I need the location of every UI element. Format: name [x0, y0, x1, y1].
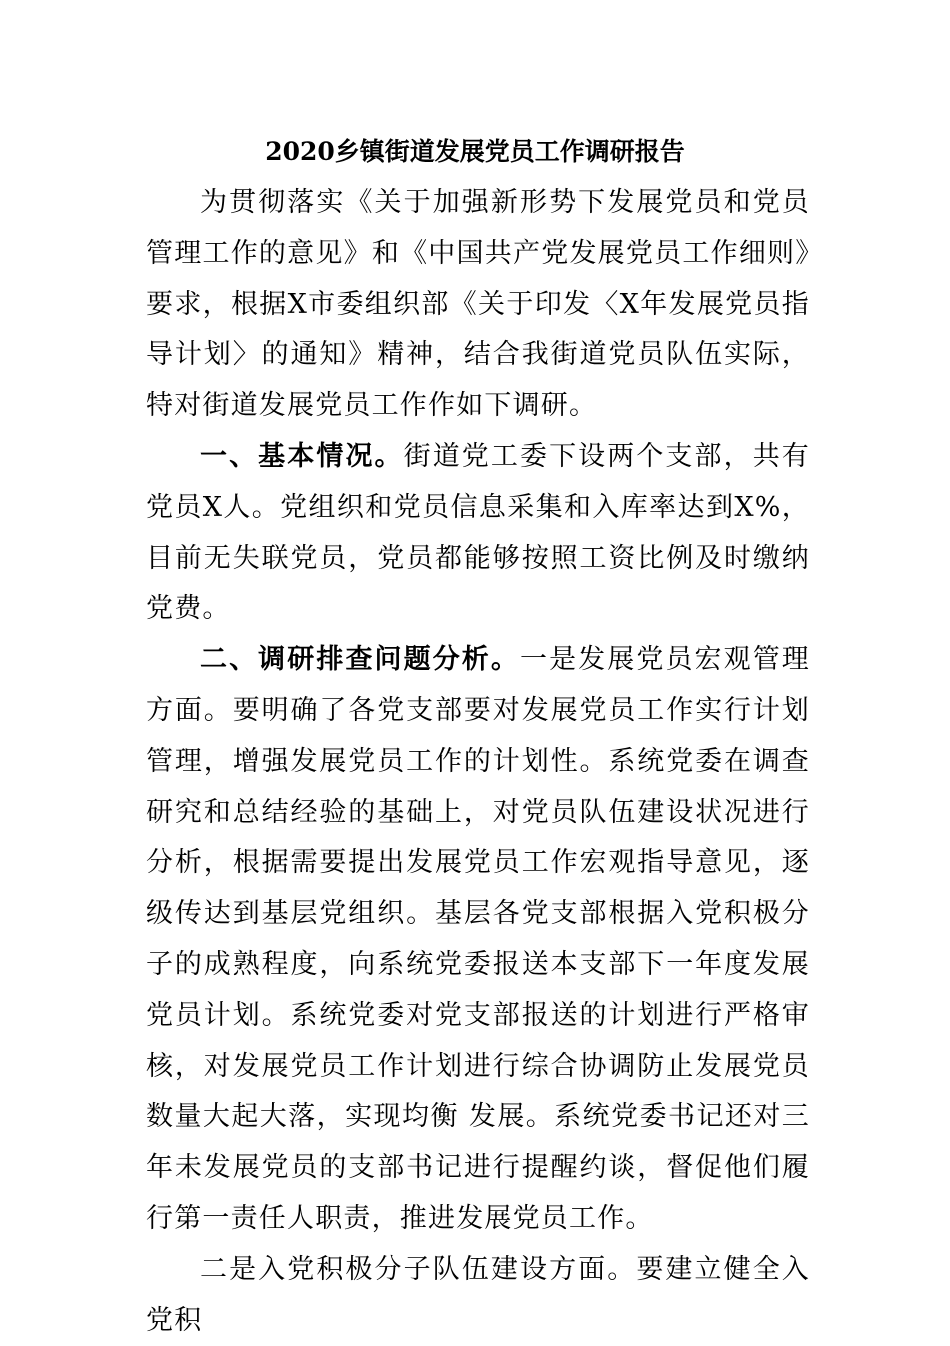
paragraph-text: 为贯彻落实《关于加强新形势下发展党员和党员管理工作的意见》和《中国共产党发展党员工作细则》要求，根据X市委组织部《关于印发〈X年发展党员指导计划〉的通知》精神，结合我街道党员队伍实际，特对街道发展党员工作作如下调研。	[146, 187, 810, 422]
section-heading-basic-situation: 一、基本情况。	[200, 440, 404, 472]
paragraph-basic-situation	[146, 432, 810, 635]
paragraph-text: 街道党工委下设两个支部，共有党员X人。党组织和党员信息采集和入库率达到X%，目前无失联党员，党员都能够按照工资比例及时缴纳党费。	[146, 440, 810, 625]
document-title: 2020乡镇街道发展党员工作调研报告	[265, 137, 685, 166]
document-body	[146, 178, 810, 1346]
paragraph-intro	[146, 178, 810, 432]
paragraph-text: 二是入党积极分子队伍建设方面。要建立健全入党积	[146, 1253, 810, 1336]
section-heading-problem-analysis: 二、调研排查问题分析。	[200, 644, 520, 676]
paragraph-problem-analysis	[146, 635, 810, 1245]
paragraph-text: 一是发展党员宏观管理方面。要明确了各党支部要对发展党员工作实行计划管理，增强发展党员工作的计划性。系统党委在调查研究和总结经验的基础上，对党员队伍建设状况进行分析，根据需要提出发展党员工作宏观指导意见，逐级传达到基层党组织。基层各党支部根据入党积极分子的成熟程度，向系统党委报送本支部下一年度发展党员计划。系统党委对党支部报送的计划进行严格审核，对发展党员工作计划进行综合协调防止发展党员数量大起大落，实现均衡 发展。系统党委书记还对三年未发展党员的支部书记进行提醒约谈，督促他们履行第一责任人职责，推进发展党员工作。	[146, 644, 811, 1234]
paragraph-activists	[146, 1245, 810, 1346]
